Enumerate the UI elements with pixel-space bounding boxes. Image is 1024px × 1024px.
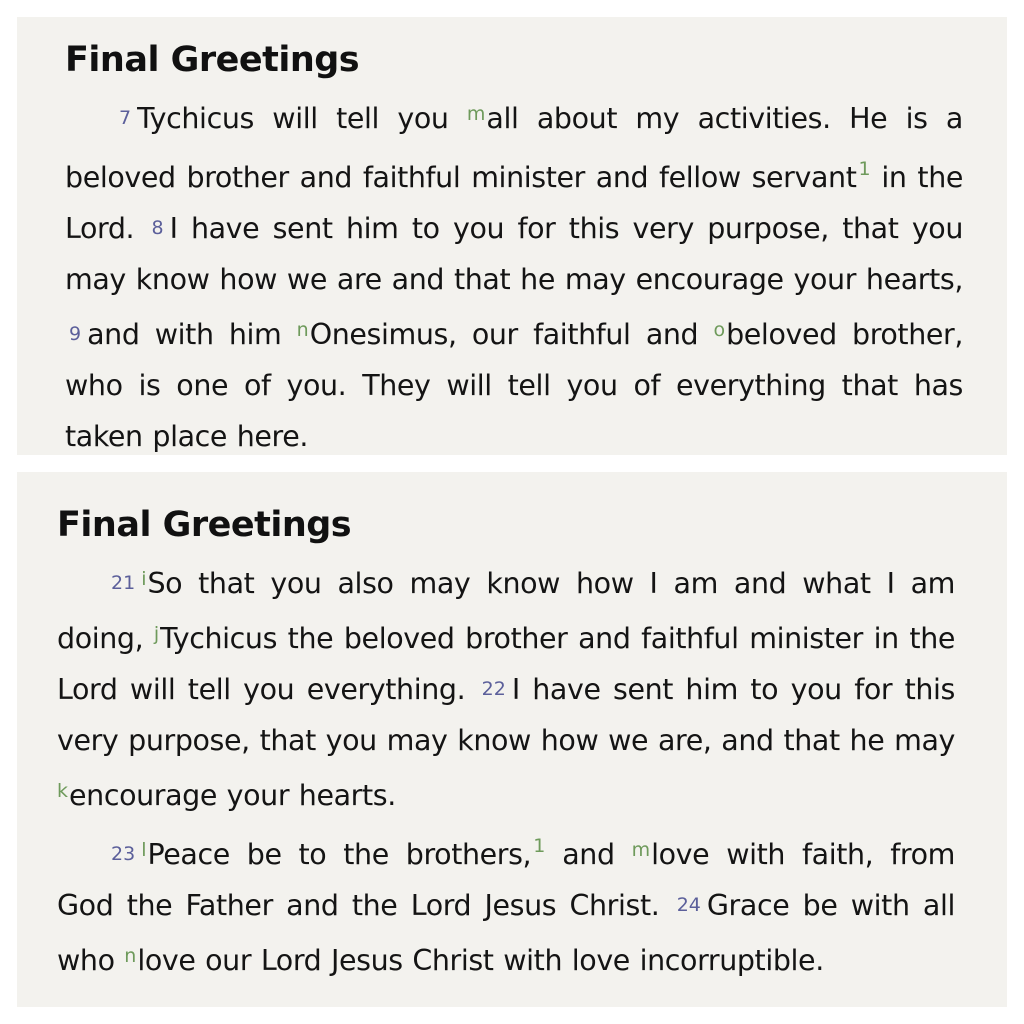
verse-text: Tychicus the beloved brother and faithful minister in the Lord will tell you everything.	[57, 622, 955, 706]
verse-text: love with faith, from God the Father and the Lord Jesus Christ.	[57, 838, 955, 922]
verse-text: and	[545, 838, 632, 871]
verse-text: Peace be to the brothers,	[147, 838, 532, 871]
passage-body	[65, 89, 963, 462]
verse-text: Grace be with all who	[57, 889, 955, 977]
verse-number[interactable]: 21	[111, 572, 136, 594]
verse-text: Onesimus, our faithful and	[309, 318, 714, 351]
section-heading: Final Greetings	[57, 505, 352, 545]
passage-body	[57, 554, 955, 986]
verse-number[interactable]: 7	[119, 107, 132, 129]
verse-text: all about my activities. He is a beloved brother and faithful minister and fellow servant	[65, 102, 963, 194]
cross-reference-marker[interactable]: m	[631, 839, 651, 861]
verse-paragraph	[57, 821, 955, 986]
verse-text: in the Lord.	[65, 161, 963, 245]
cross-reference-marker[interactable]: o	[713, 319, 726, 341]
verse-text: So that you also may know how I am and what I am doing,	[57, 567, 955, 655]
cross-reference-marker[interactable]: l	[141, 839, 147, 861]
verse-text: beloved brother, who is one of you. They will tell you of everything that has taken place here.	[65, 318, 963, 453]
passage-panel-bottom	[17, 472, 1007, 1007]
verse-text: and with him	[87, 318, 297, 351]
verse-number[interactable]: 24	[676, 894, 701, 916]
passage-panel-top	[17, 17, 1007, 455]
verse-number[interactable]: 8	[151, 217, 164, 239]
verse-text: I have sent him to you for this very purpose, that you may know how we are, and that he may	[57, 673, 955, 757]
footnote-marker[interactable]: 1	[533, 835, 546, 857]
verse-paragraph	[65, 89, 963, 462]
verse-text: encourage your hearts.	[69, 779, 396, 812]
cross-reference-marker[interactable]: m	[466, 103, 486, 125]
verse-number[interactable]: 22	[481, 678, 506, 700]
cross-reference-marker[interactable]: i	[141, 568, 147, 590]
verse-text: love our Lord Jesus Christ with love incorruptible.	[137, 944, 824, 977]
footnote-marker[interactable]: 1	[858, 158, 871, 180]
verse-paragraph	[57, 554, 955, 821]
cross-reference-marker[interactable]: k	[57, 780, 69, 802]
cross-reference-marker[interactable]: n	[124, 945, 137, 967]
verse-number[interactable]: 23	[111, 843, 136, 865]
section-heading: Final Greetings	[65, 40, 360, 80]
verse-text: Tychicus will tell you	[137, 102, 467, 135]
verse-number[interactable]: 9	[69, 323, 82, 345]
cross-reference-marker[interactable]: n	[296, 319, 309, 341]
verse-text: I have sent him to you for this very purpose, that you may know how we are and that he may encourage your hearts,	[65, 212, 963, 296]
cross-reference-marker[interactable]: j	[153, 623, 160, 645]
